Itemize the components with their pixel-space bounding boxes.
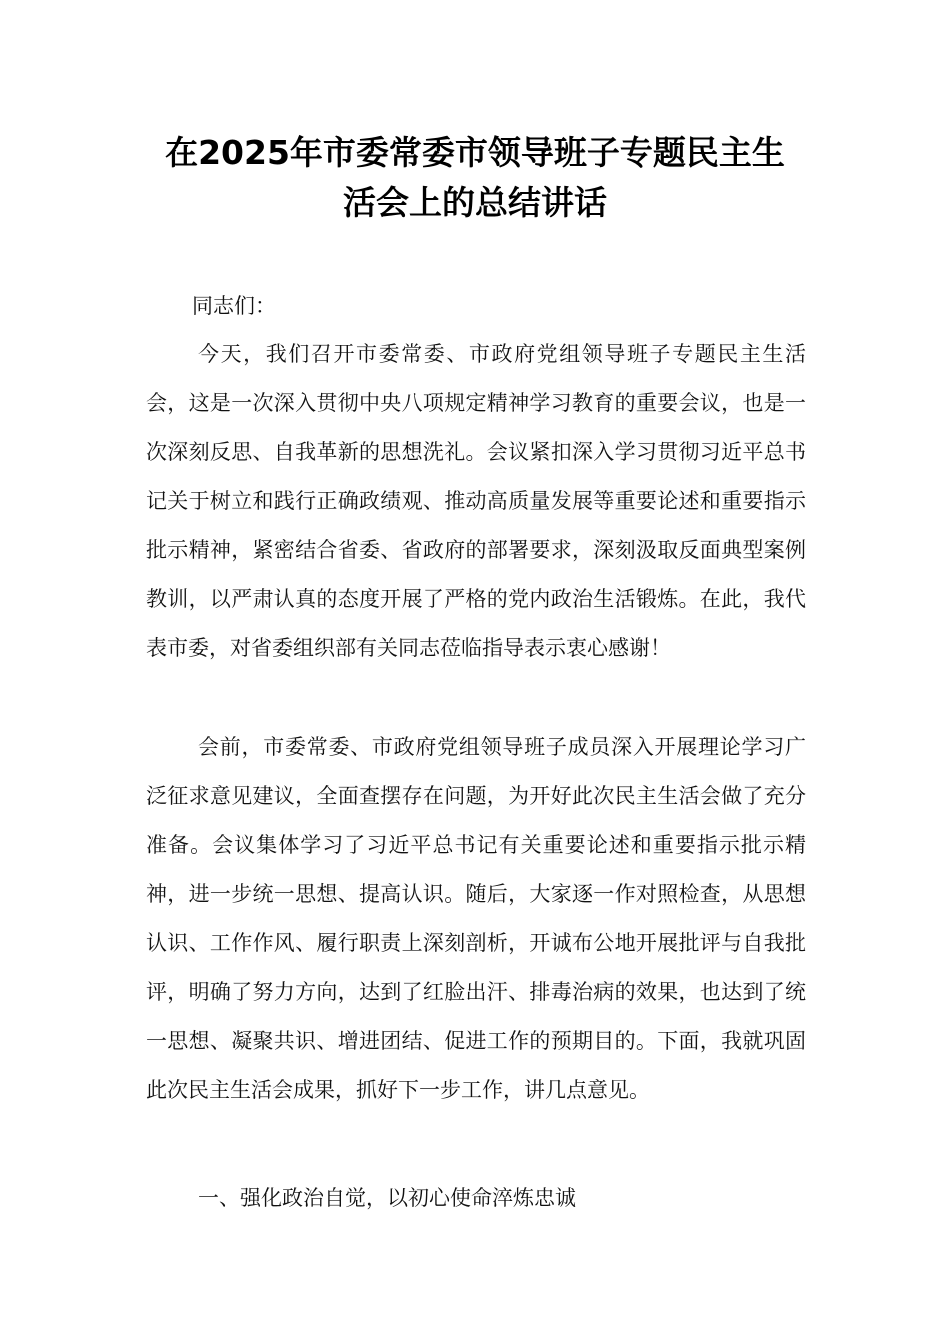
title-line-2: 活会上的总结讲话 [343, 183, 607, 222]
section-heading-1: 一、强化政治自觉，以初心使命淬炼忠诚 [198, 1186, 576, 1210]
paragraph-opening: 今天，我们召开市委常委、市政府党组领导班子专题民主生活会，这是一次深入贯彻中央八项规定精神学习教育的重要会议，也是一次深刻反思、自我革新的思想洗礼。会议紧扣深入学习贯彻习近平总书记关于树立和践行正确政绩观、推动高质量发展等重要论述和重要指示批示精神，紧密结合省委、省政府的部署要求，深刻汲取反面典型案例教训，以严肃认真的态度开展了严格的党内政治生活锻炼。在此，我代表市委，对省委组织部有关同志莅临指导表示衷心感谢！ [146, 342, 806, 660]
title-line-1: 在2025年市委常委市领导班子专题民主生 [165, 133, 785, 172]
salutation: 同志们： [192, 294, 276, 318]
document-title [120, 128, 830, 228]
paragraph-preparation: 会前，市委常委、市政府党组领导班子成员深入开展理论学习广泛征求意见建议，全面查摆存在问题，为开好此次民主生活会做了充分准备。会议集体学习了习近平总书记有关重要论述和重要指示批示精神，进一步统一思想、提高认识。随后，大家逐一作对照检查，从思想认识、工作作风、履行职责上深刻剖析，开诚布公地开展批评与自我批评，明确了努力方向，达到了红脸出汗、排毒治病的效果，也达到了统一思想、凝聚共识、增进团结、促进工作的预期目的。下面，我就巩固此次民主生活会成果，抓好下一步工作，讲几点意见。 [146, 735, 806, 1102]
